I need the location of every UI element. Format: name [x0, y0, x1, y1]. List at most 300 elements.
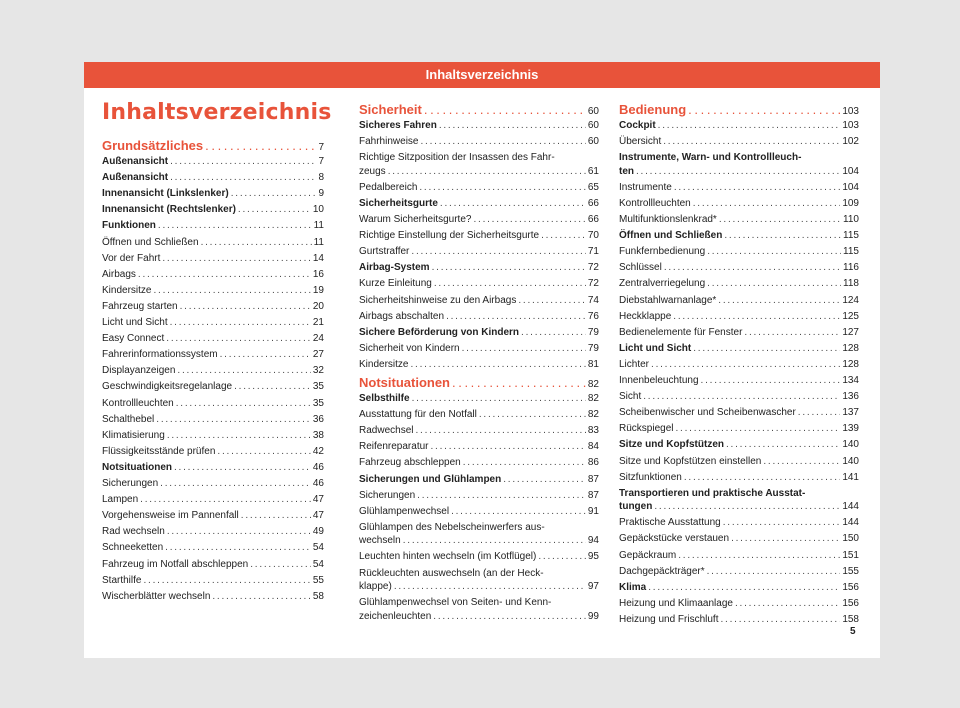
dot-leader [658, 120, 841, 132]
dot-leader [412, 393, 586, 405]
toc-section-heading[interactable] [359, 102, 599, 119]
toc-entry-title: Sitze und Kopfstützen einstellen [619, 455, 762, 467]
toc-page-number: 74 [587, 294, 599, 306]
toc-page-number: 35 [312, 397, 324, 409]
toc-entry[interactable] [102, 204, 324, 216]
dot-leader [201, 237, 312, 249]
toc-entry-title: Klimatisierung [102, 429, 165, 441]
toc-entry-title: Licht und Sicht [102, 317, 168, 328]
toc-page-number: 54 [312, 542, 324, 554]
toc-entry[interactable] [102, 381, 324, 393]
toc-page-number: 115 [843, 246, 859, 258]
toc-page-number: 136 [842, 391, 859, 403]
dot-leader [723, 517, 841, 529]
toc-entry-title: Warum Sicherheitsgurte? [359, 214, 472, 225]
toc-entry[interactable] [102, 237, 324, 249]
toc-entry-title: Glühlampenwechsel [359, 505, 450, 517]
toc-page-number: 36 [312, 413, 324, 425]
toc-entry-title: Innenbeleuchtung [619, 375, 699, 386]
toc-page-number: 125 [842, 310, 859, 322]
dot-leader [673, 311, 840, 323]
toc-page-number: 24 [312, 333, 324, 345]
toc-page-number: 150 [842, 533, 859, 545]
toc-page-number: 104 [842, 181, 859, 193]
toc-entry-title: Innenansicht (Linkslenker) [102, 188, 229, 200]
toc-page-number: 79 [587, 326, 599, 338]
toc-page-number: 16 [312, 268, 324, 280]
dot-leader [140, 494, 311, 506]
toc-entry-title: Scheibenwischer und Scheibenwascher [619, 407, 796, 419]
toc-entry-title: Diebstahlwarnanlage* [619, 294, 717, 306]
toc-entry-title: Pedalbereich [359, 181, 418, 193]
toc-page-number: 81 [587, 358, 599, 370]
dot-leader [160, 478, 311, 490]
dot-leader [415, 425, 585, 437]
toc-entry-title: Kindersitze [359, 358, 409, 370]
toc-entry-title: Bedienung [619, 102, 687, 117]
dot-leader [473, 214, 585, 226]
dot-leader [434, 278, 586, 290]
dot-leader [410, 359, 585, 371]
toc-entry-title: wechseln [359, 535, 401, 547]
dot-leader [452, 375, 586, 390]
dot-leader [719, 214, 841, 226]
dot-leader [250, 559, 311, 571]
toc-entry-title: Heckklappe [619, 310, 672, 322]
toc-entry[interactable] [359, 490, 599, 502]
toc-page-number: 104 [842, 165, 859, 177]
toc-page-number: 11 [313, 236, 324, 248]
toc-page-number: 94 [587, 535, 599, 547]
toc-entry[interactable] [619, 533, 859, 545]
toc-page-number: 82 [587, 393, 599, 404]
dot-leader [170, 156, 316, 168]
toc-entry[interactable] [102, 285, 324, 297]
toc-page-number: 72 [587, 278, 599, 290]
toc-entry-title: Displayanzeigen [102, 365, 176, 377]
toc-entry-title: Schalthebel [102, 413, 155, 425]
toc-entry[interactable] [619, 598, 859, 610]
dot-leader [798, 407, 841, 419]
toc-entry[interactable] [619, 166, 859, 178]
toc-entry[interactable] [102, 301, 324, 313]
toc-entry-title: tungen [619, 501, 653, 513]
toc-page-number: 140 [842, 439, 859, 451]
toc-entry-title: Zentralverriegelung [619, 278, 706, 290]
toc-entry[interactable] [359, 120, 599, 132]
toc-entry[interactable] [619, 278, 859, 290]
dot-leader [174, 462, 311, 474]
toc-entry[interactable] [619, 391, 859, 403]
toc-page-number: 155 [842, 565, 859, 577]
toc-entry-title: Selbsthilfe [359, 393, 410, 404]
toc-entry[interactable] [102, 526, 324, 538]
dot-leader [411, 246, 585, 258]
toc-entry-title: Klima [619, 581, 647, 593]
toc-page-number: 61 [587, 165, 599, 177]
dot-leader [707, 278, 841, 290]
toc-entry[interactable] [619, 375, 859, 387]
toc-entry[interactable] [619, 501, 859, 513]
toc-entry[interactable] [102, 494, 324, 506]
toc-entry[interactable] [619, 456, 859, 468]
dot-leader [394, 581, 586, 593]
toc-page-number: 137 [842, 407, 859, 419]
dot-leader [439, 120, 586, 132]
toc-page-number: 140 [842, 455, 859, 467]
toc-page-number: 156 [842, 581, 859, 593]
toc-page-number: 9 [318, 188, 324, 200]
dot-leader [678, 550, 840, 562]
dot-leader [463, 457, 586, 469]
toc-page-number: 128 [842, 342, 859, 354]
toc-entry[interactable] [619, 246, 859, 258]
toc-entry[interactable] [102, 333, 324, 345]
toc-entry-title: Radwechsel [359, 425, 414, 437]
toc-entry-title: Dachgepäckträger* [619, 565, 705, 577]
toc-page-number: 83 [587, 425, 599, 437]
toc-entry-title: Licht und Sicht [619, 342, 692, 354]
toc-entry[interactable] [619, 136, 859, 148]
toc-page-number: 82 [587, 379, 599, 390]
toc-page-number: 127 [842, 326, 859, 338]
toc-entry[interactable] [359, 393, 599, 405]
toc-entry[interactable] [619, 439, 859, 451]
dot-leader [212, 591, 311, 603]
dot-leader [701, 375, 841, 387]
dot-leader [721, 614, 841, 626]
toc-entry-title: Sicht [619, 391, 642, 403]
toc-entry[interactable] [102, 559, 324, 571]
toc-entry[interactable] [619, 550, 859, 562]
dot-leader [234, 381, 311, 393]
toc-entry-title: Funkfernbedienung [619, 246, 706, 258]
toc-entry[interactable] [619, 614, 859, 626]
toc-entry[interactable] [102, 414, 324, 426]
toc-page-number: 27 [312, 349, 324, 361]
toc-page-number: 87 [587, 473, 599, 485]
toc-page-number: 60 [587, 120, 599, 131]
toc-entry-title: Instrumente [619, 181, 672, 193]
toc-entry-title: Grundsätzliches [102, 138, 204, 153]
toc-entry[interactable] [619, 214, 859, 226]
toc-page-number: 60 [587, 106, 599, 117]
toc-entry[interactable] [359, 359, 599, 371]
toc-entry[interactable] [359, 474, 599, 486]
toc-entry[interactable] [359, 441, 599, 453]
toc-page-number: 32 [312, 365, 324, 377]
toc-page-number: 156 [842, 597, 859, 609]
toc-entry-title: Praktische Ausstattung [619, 517, 721, 529]
dot-leader [693, 343, 840, 355]
toc-entry-title: Schneeketten [102, 542, 164, 554]
toc-entry-title: Wischerblätter wechseln [102, 590, 211, 602]
dot-leader [731, 533, 840, 545]
toc-page-number: 66 [587, 214, 599, 225]
toc-entry[interactable] [359, 295, 599, 307]
toc-entry-line: Instrumente, Warn- und Kontrollleuch- [619, 152, 802, 164]
dot-leader [636, 166, 840, 178]
toc-page-number: 70 [587, 230, 599, 242]
toc-entry[interactable] [359, 311, 599, 323]
dot-leader [424, 102, 586, 117]
toc-entry-title: Sichere Beförderung von Kindern [359, 326, 520, 338]
toc-entry-title: Kontrollleuchten [102, 397, 174, 409]
toc-entry-title: Fahrzeug abschleppen [359, 457, 461, 469]
toc-entry[interactable] [619, 327, 859, 339]
toc-entry-title: Sicherheitsgurte [359, 197, 438, 209]
toc-page-number: 110 [843, 214, 859, 225]
toc-page-number: 84 [587, 441, 599, 453]
toc-page-number: 7 [318, 156, 324, 167]
dot-leader [654, 501, 840, 513]
dot-leader [724, 230, 841, 242]
toc-entry[interactable] [102, 478, 324, 490]
toc-entry-title: Sicherheit von Kindern [359, 342, 460, 354]
toc-entry-title: Außenansicht [102, 172, 169, 184]
toc-entry[interactable] [359, 409, 599, 421]
toc-page-number: 72 [587, 262, 599, 274]
toc-page-number: 95 [587, 551, 599, 563]
toc-page-number: 118 [843, 278, 859, 290]
toc-page-number: 47 [312, 494, 324, 506]
toc-entry-title: Airbags abschalten [359, 310, 445, 322]
dot-leader [664, 262, 841, 274]
toc-entry[interactable] [619, 407, 859, 419]
toc-entry[interactable] [359, 506, 599, 518]
dot-leader [718, 295, 840, 307]
dot-leader [763, 456, 840, 468]
toc-page-number: 134 [842, 375, 859, 386]
dot-leader [707, 566, 841, 578]
dot-leader [707, 246, 841, 258]
toc-page-number: 54 [312, 558, 324, 570]
toc-entry-title: Übersicht [619, 136, 662, 148]
dot-leader [177, 365, 310, 377]
toc-page-number: 158 [842, 613, 859, 625]
toc-page-number: 128 [842, 358, 859, 370]
toc-entry-title: Öffnen und Schließen [102, 236, 199, 248]
toc-entry[interactable] [102, 591, 324, 603]
toc-entry-title: zeichenleuchten [359, 610, 432, 622]
toc-entry[interactable] [619, 311, 859, 323]
dot-leader [167, 526, 311, 538]
toc-entry[interactable] [102, 188, 324, 200]
toc-entry-title: Multifunktionslenkrad* [619, 214, 717, 225]
toc-entry-title: Vorgehensweise im Pannenfall [102, 510, 239, 522]
toc-page-number: 86 [587, 457, 599, 469]
toc-entry-title: Funktionen [102, 220, 156, 232]
toc-entry[interactable] [102, 349, 324, 361]
toc-page-number: 38 [312, 429, 324, 441]
toc-entry[interactable] [359, 581, 599, 593]
toc-entry[interactable] [359, 611, 599, 623]
toc-entry-line: Glühlampen des Nebelscheinwerfers aus- [359, 521, 545, 533]
dot-leader [180, 301, 311, 313]
toc-entry-title: Gurtstraffer [359, 246, 410, 258]
header-bar: Inhaltsverzeichnis [84, 62, 880, 88]
toc-page-number: 11 [313, 220, 324, 232]
toc-entry[interactable] [102, 172, 324, 184]
toc-entry[interactable] [102, 156, 324, 168]
toc-entry[interactable] [359, 136, 599, 148]
dot-leader [479, 409, 586, 421]
toc-page-number: 42 [312, 445, 324, 457]
toc-entry[interactable] [102, 542, 324, 554]
toc-entry[interactable] [619, 582, 859, 594]
toc-entry[interactable] [359, 214, 599, 226]
toc-page-number: 103 [842, 120, 859, 131]
toc-entry[interactable] [102, 398, 324, 410]
toc-entry[interactable] [102, 462, 324, 474]
toc-entry[interactable] [102, 317, 324, 329]
toc-page-number: 115 [843, 230, 859, 242]
dot-leader [446, 311, 586, 323]
toc-entry[interactable] [619, 517, 859, 529]
dot-leader [462, 343, 586, 355]
toc-page-number: 47 [312, 510, 324, 522]
toc-entry[interactable] [359, 457, 599, 469]
dot-leader [217, 446, 310, 458]
toc-entry-title: Ausstattung für den Notfall [359, 409, 477, 421]
toc-entry-title: Kurze Einleitung [359, 278, 432, 290]
toc-entry-title: Fahrzeug im Notfall abschleppen [102, 558, 249, 570]
toc-entry-title: Lampen [102, 494, 139, 506]
toc-entry-title: Bedienelemente für Fenster [619, 326, 743, 338]
toc-entry[interactable] [619, 343, 859, 355]
toc-entry[interactable] [619, 472, 859, 484]
toc-entry-title: Flüssigkeitsstände prüfen [102, 445, 216, 457]
toc-entry[interactable] [619, 182, 859, 194]
dot-leader [138, 269, 311, 281]
toc-entry[interactable] [102, 575, 324, 587]
toc-entry[interactable] [619, 230, 859, 242]
toc-page-number: 97 [587, 581, 599, 592]
dot-leader [735, 598, 840, 610]
toc-entry-title: Heizung und Klimaanlage [619, 597, 733, 609]
dot-leader [205, 138, 316, 153]
toc-entry[interactable] [359, 246, 599, 258]
toc-entry-title: Fahrerinformationssystem [102, 349, 218, 361]
toc-entry[interactable] [102, 430, 324, 442]
toc-page-number: 91 [587, 505, 599, 517]
toc-page-number: 65 [587, 181, 599, 193]
dot-leader [162, 253, 311, 265]
toc-entry-title: Öffnen und Schließen [619, 230, 723, 242]
toc-entry-title: Sitzfunktionen [619, 471, 682, 483]
toc-entry-line: Richtige Sitzposition der Insassen des Fahr- [359, 152, 555, 164]
toc-entry[interactable] [102, 510, 324, 522]
toc-page-number: 124 [842, 294, 859, 306]
dot-leader [726, 439, 840, 451]
toc-entry[interactable] [619, 198, 859, 210]
toc-entry[interactable] [359, 343, 599, 355]
toc-entry-title: Rückspiegel [619, 423, 674, 435]
dot-leader [744, 327, 840, 339]
toc-entry[interactable] [619, 359, 859, 371]
toc-entry[interactable] [102, 446, 324, 458]
toc-page-number: 144 [842, 501, 859, 513]
toc-entry-title: Gepäckraum [619, 549, 677, 561]
toc-page-number: 71 [587, 246, 599, 258]
dot-leader [433, 611, 586, 623]
toc-entry[interactable] [619, 566, 859, 578]
toc-page-number: 55 [312, 574, 324, 586]
dot-leader [403, 535, 586, 547]
dot-leader [538, 551, 586, 563]
toc-entry-title: Reifenreparatur [359, 441, 429, 453]
page-number: 5 [850, 626, 856, 637]
toc-page-number: 87 [587, 489, 599, 501]
toc-page-number: 116 [843, 262, 859, 274]
dot-leader [156, 414, 311, 426]
toc-entry[interactable] [359, 262, 599, 274]
dot-leader [166, 333, 311, 345]
toc-entry[interactable] [619, 295, 859, 307]
toc-entry-title: Lichter [619, 358, 650, 370]
dot-leader [663, 136, 840, 148]
toc-entry-title: ten [619, 165, 634, 177]
toc-page-number: 58 [312, 590, 324, 602]
toc-entry[interactable] [619, 120, 859, 132]
toc-page-number: 102 [842, 136, 859, 148]
toc-entry[interactable] [359, 535, 599, 547]
toc-page-number: 151 [842, 549, 859, 561]
toc-entry[interactable] [102, 253, 324, 265]
toc-page-number: 82 [587, 409, 599, 421]
dot-leader [541, 230, 586, 242]
toc-entry-title: klappe) [359, 581, 392, 592]
toc-entry[interactable] [619, 423, 859, 435]
toc-entry[interactable] [359, 230, 599, 242]
toc-entry[interactable] [359, 182, 599, 194]
toc-entry[interactable] [359, 166, 599, 178]
dot-leader [170, 317, 311, 329]
toc-entry-title: Airbag-System [359, 262, 430, 274]
toc-entry[interactable] [102, 269, 324, 281]
dot-leader [420, 136, 585, 148]
toc-section-heading[interactable] [359, 375, 599, 392]
dot-leader [651, 359, 840, 371]
toc-entry[interactable] [102, 365, 324, 377]
toc-entry[interactable] [359, 551, 599, 563]
toc-entry[interactable] [359, 425, 599, 437]
toc-entry-title: Sicherungen [102, 478, 159, 489]
toc-entry-title: Sicheres Fahren [359, 120, 437, 131]
toc-entry[interactable] [359, 327, 599, 339]
dot-leader [231, 188, 317, 200]
toc-section-heading[interactable] [619, 102, 859, 119]
toc-entry[interactable] [359, 198, 599, 210]
dot-leader [153, 285, 310, 297]
toc-page-number: 139 [842, 423, 859, 435]
dot-leader [643, 391, 840, 403]
toc-entry-title: Notsituationen [359, 375, 450, 390]
toc-entry-line: Rückleuchten auswechseln (an der Heck- [359, 567, 544, 579]
dot-leader [419, 182, 586, 194]
toc-page-number: 20 [312, 300, 324, 312]
toc-page-number: 49 [312, 526, 324, 538]
toc-section-heading[interactable] [102, 138, 324, 155]
toc-entry[interactable] [102, 220, 324, 232]
dot-leader [238, 204, 311, 216]
toc-entry-line: Transportieren und praktische Ausstat- [619, 487, 806, 499]
toc-page-number: 35 [312, 381, 324, 393]
toc-entry[interactable] [359, 278, 599, 290]
toc-entry[interactable] [619, 262, 859, 274]
toc-page-number: 46 [312, 478, 324, 489]
toc-page-number: 66 [587, 197, 599, 209]
